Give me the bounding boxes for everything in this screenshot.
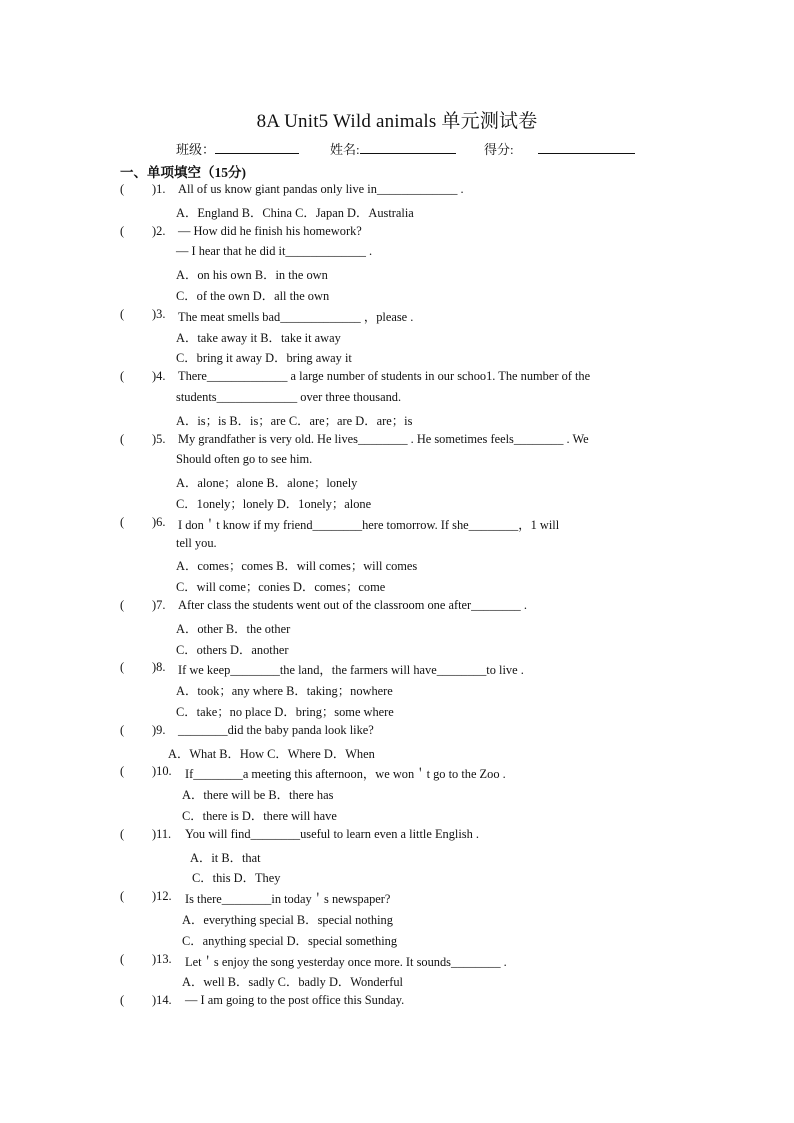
question-stem: tell you. <box>176 535 217 550</box>
section-title: 一、单项填空（15分) <box>120 165 246 180</box>
question-stem: ________did the baby panda look like? <box>178 722 374 737</box>
question-stem: students_____________ over three thousand. <box>176 390 402 404</box>
answer-paren: ( <box>120 993 125 1008</box>
question-stem: If________a meeting this afternoon，we won＇t go to the Zoo . <box>185 767 506 782</box>
answer-options: A．there will be B．there has <box>182 788 334 803</box>
question-stem: Should often go to see him. <box>176 452 313 467</box>
question-number-text: )9. <box>152 722 166 737</box>
answer-options: C．others D．another <box>176 642 289 657</box>
question-number <box>120 307 165 322</box>
question-number-text: )7. <box>152 598 166 612</box>
question-number-text: )1. <box>152 182 166 196</box>
page-title: 8A Unit5 Wild animals 单元测试卷 <box>256 111 538 132</box>
question-stem: — I am going to the post office this Sunday. <box>185 993 405 1008</box>
question-number <box>120 827 171 842</box>
answer-paren: ( <box>120 306 125 321</box>
question-number-text: )12. <box>152 889 172 904</box>
question-number-text: )4. <box>152 369 166 384</box>
question-number-text: )5. <box>152 431 166 446</box>
answer-paren: ( <box>120 826 125 841</box>
answer-paren: ( <box>120 431 125 446</box>
question-number <box>120 889 172 904</box>
answer-options: A．alone；alone B．alone；lonely <box>176 476 358 491</box>
answer-options: A．took；any where B．taking；nowhere <box>176 684 393 699</box>
name-blank <box>360 140 456 154</box>
question-stem: The meat smells bad_____________ ，please . <box>178 309 414 324</box>
class-label: 班级： <box>176 142 216 157</box>
answer-paren: ( <box>120 951 125 966</box>
answer-paren: ( <box>120 889 125 904</box>
question-number-text: )8. <box>152 660 166 675</box>
answer-options: A．comes；comes B．will comes；will comes <box>176 559 418 574</box>
question-number-text: )3. <box>152 306 166 321</box>
answer-paren: ( <box>120 764 125 779</box>
answer-options: A．take away it B．take it away <box>176 330 341 345</box>
question-stem: — How did he finish his homework? <box>178 223 362 238</box>
question-number <box>120 993 172 1008</box>
answer-options: C．bring it away D．bring away it <box>176 351 352 366</box>
class-blank <box>215 140 299 154</box>
question-number-text: )13. <box>152 951 172 966</box>
answer-paren: ( <box>120 514 125 529</box>
question-stem: Let＇s enjoy the song yesterday once more. It sounds________ . <box>185 954 507 969</box>
question-number <box>120 764 172 779</box>
question-stem: Is there________in today＇s newspaper? <box>185 892 391 907</box>
answer-paren: ( <box>120 660 125 675</box>
question-number <box>120 723 165 738</box>
question-number-text: )10. <box>152 764 172 779</box>
answer-options: A．other B．the other <box>176 621 291 636</box>
answer-options: A．it B．that <box>190 850 261 865</box>
answer-paren: ( <box>120 182 125 196</box>
question-stem: If we keep________the land，the farmers will have________to live . <box>178 663 524 678</box>
question-stem: I don＇t know if my friend________here tomorrow. If she________，1 will <box>178 517 560 532</box>
answer-options: C．will come；conies D．comes；come <box>176 580 386 595</box>
answer-options: C．take；no place D．bring；some where <box>176 705 394 719</box>
question-number <box>120 952 172 967</box>
question-stem: All of us know giant pandas only live in_____________ . <box>178 182 464 196</box>
question-stem: There_____________ a large number of students in our schoo1. The number of the <box>178 369 591 384</box>
question-stem: My grandfather is very old. He lives________ . He sometimes feels________ . We <box>178 431 589 446</box>
question-stem: After class the students went out of the classroom one after________ . <box>178 598 527 612</box>
name-field <box>330 139 456 158</box>
question-stem: — I hear that he did it_____________ . <box>176 244 373 259</box>
question-number <box>120 660 165 675</box>
answer-options: C．anything special D．special something <box>182 933 398 948</box>
answer-paren: ( <box>120 722 125 737</box>
answer-options: A．on his own B．in the own <box>176 268 328 283</box>
name-label: 姓名: <box>330 142 360 157</box>
question-number <box>120 598 165 613</box>
question-stem: You will find________useful to learn even a little English . <box>185 826 480 841</box>
answer-options: A．everything special B．special nothing <box>182 913 393 927</box>
answer-options: C．there is D．there will have <box>182 809 337 823</box>
question-number-text: )14. <box>152 993 172 1008</box>
answer-options: C．1onely；lonely D．1onely；alone <box>176 497 372 511</box>
score-blank <box>538 140 635 154</box>
answer-paren: ( <box>120 369 125 384</box>
answer-options: A．well B．sadly C．badly D．Wonderful <box>182 975 403 990</box>
answer-options: A．is；is B．is；are C．are；are D．are；is <box>176 413 413 428</box>
answer-options: A．What B．How C．Where D．When <box>168 746 375 761</box>
question-number <box>120 515 165 530</box>
question-number-text: )2. <box>152 223 166 238</box>
question-number <box>120 182 165 197</box>
question-number-text: )11. <box>152 826 172 841</box>
answer-paren: ( <box>120 223 125 238</box>
answer-options: A．England B．China C．Japan D．Australia <box>176 205 414 220</box>
answer-options: C．of the own D．all the own <box>176 289 330 303</box>
answer-paren: ( <box>120 598 125 612</box>
score-field <box>484 139 635 158</box>
question-number <box>120 224 165 239</box>
answer-options: C．this D．They <box>192 871 281 886</box>
class-field <box>176 139 299 158</box>
score-label: 得分: <box>484 142 514 157</box>
question-number-text: )6. <box>152 514 166 529</box>
question-number <box>120 432 165 447</box>
question-number <box>120 369 165 384</box>
